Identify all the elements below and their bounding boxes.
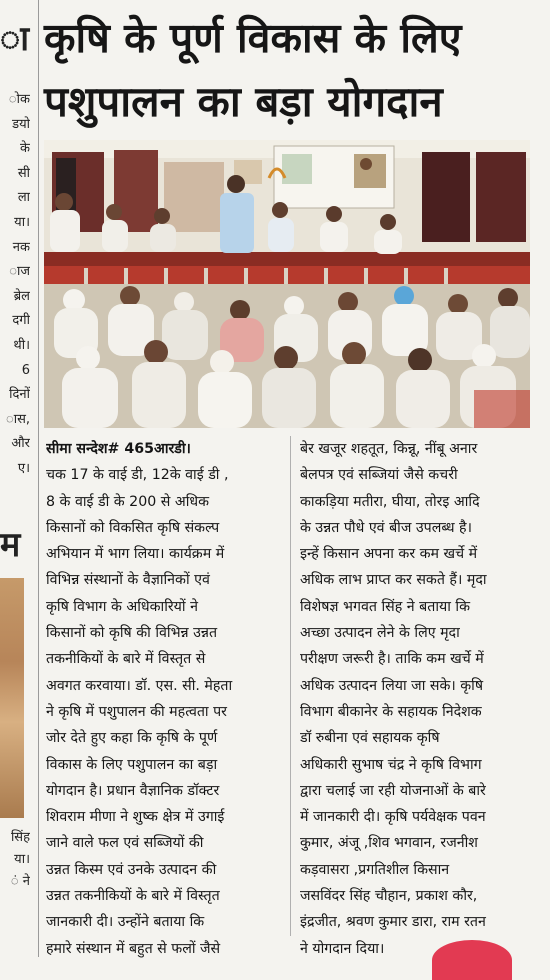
adjacent-text-fragment: ला xyxy=(17,190,30,206)
article-line: किसानों को विकसित कृषि संकल्प xyxy=(46,519,220,536)
article-line: चक 17 के वाई डी, 12के वाई डी , xyxy=(46,467,229,484)
red-graphic-corner xyxy=(432,940,512,980)
article-column-2-lines xyxy=(300,436,540,962)
article-line: डॉ रुबीना एवं सहायक कृषि xyxy=(300,730,440,747)
article-line: उन्नत किस्म एवं उनके उत्पादन की xyxy=(46,861,217,878)
article-line: के उन्नत पौधे एवं बीज उपलब्ध है। xyxy=(300,519,472,536)
article-line: बेर खजूर शहतूत, किन्नू, नींबू अनार xyxy=(300,441,478,457)
article-line: उन्नत तकनीकियों के बारे में विस्तृत xyxy=(46,888,220,905)
article-line: इन्हें किसान अपना कर कम खर्चे में xyxy=(300,546,478,563)
article-line: अधिक उत्पादन लिया जा सके। कृषि xyxy=(300,677,484,694)
column-divider xyxy=(38,0,39,957)
article-line: विकास के लिए पशुपालन का बड़ा xyxy=(46,756,218,773)
adjacent-text-fragment: ं ने xyxy=(10,874,30,889)
adjacent-text-fragment: ास, xyxy=(5,411,30,427)
headline-line-1: कृषि के पूर्ण विकास के लिए xyxy=(44,14,462,62)
column-rule xyxy=(290,436,291,936)
adjacent-photo xyxy=(0,578,24,818)
adjacent-text-fragment: डयो xyxy=(12,116,30,132)
adjacent-text-fragment: सी xyxy=(17,165,30,181)
article-line: द्वारा चलाई जा रही योजनाओं के बारे xyxy=(300,782,486,799)
article-line: हमारे संस्थान में बहुत से फलों जैसे xyxy=(46,940,221,957)
article-line: इंद्रजीत, श्रवण कुमार डारा, राम रतन xyxy=(300,914,486,931)
article-line: अधिक लाभ प्राप्त कर सकते हैं। मृदा xyxy=(300,572,487,589)
article-line: विशेषज्ञ भगवत सिंह ने बताया कि xyxy=(300,598,471,615)
article-line: बेलपत्र एवं सब्जियां जैसे कचरी xyxy=(300,467,458,484)
article-line: विभाग बीकानेर के सहायक निदेशक xyxy=(300,703,482,720)
adjacent-heading-fragment: ा xyxy=(0,19,29,59)
adjacent-text-fragment: दिनों xyxy=(9,387,30,403)
adjacent-article-strip xyxy=(0,0,36,957)
adjacent-text-fragment: या। xyxy=(14,852,30,867)
headline-line-2: पशुपालन का बड़ा योगदान xyxy=(44,77,443,126)
adjacent-text-fragment: 6 xyxy=(21,362,30,378)
article-line: जोर देते हुए कहा कि कृषि के पूर्ण xyxy=(46,730,218,747)
article-line: योगदान है। प्रधान वैज्ञानिक डॉक्टर xyxy=(46,782,220,799)
adjacent-text-fragment: या। xyxy=(14,215,30,230)
adjacent-text-fragment: ोक xyxy=(8,92,30,107)
adjacent-text-fragment: ाज xyxy=(9,264,30,280)
article-line: में जानकारी दी। कृषि पर्यवेक्षक पवन xyxy=(300,809,486,826)
article-line: किसानों को कृषि की विभिन्न उन्नत xyxy=(46,625,218,642)
article-line: काकड़िया मतीरा, घीया, तोरइ आदि xyxy=(300,493,480,510)
article-line: ने योगदान दिया। xyxy=(300,940,385,957)
article-line: ने कृषि में पशुपालन की महत्वता पर xyxy=(46,703,227,720)
article-line: कड़वासरा ,प्रगतिशील किसान xyxy=(300,861,450,878)
article-line: शिवराम मीणा ने शुष्क क्षेत्र में उगाई xyxy=(46,809,225,826)
article-line: अच्छा उत्पादन लेने के लिए मृदा xyxy=(300,625,460,642)
article-line: 8 के वाई डी के 200 से अधिक xyxy=(46,493,209,510)
article-line: जसविंदर सिंह चौहान, प्रकाश कौर, xyxy=(300,888,478,905)
adjacent-text-fragment: ब्रेल xyxy=(13,288,30,304)
article-dateline: सीमा सन्देश# 465आरडी। xyxy=(46,441,191,457)
adjacent-text-fragment: और xyxy=(11,436,30,452)
adjacent-text-fragment: के xyxy=(20,141,30,157)
article-line: तकनीकियों के बारे में विस्तृत से xyxy=(46,651,206,668)
article-column-2 xyxy=(300,436,540,962)
adjacent-text-fragment: ए। xyxy=(17,461,30,476)
adjacent-text-fragment: सिंह xyxy=(10,830,30,845)
adjacent-text-fragment: थी। xyxy=(13,338,30,353)
article-line: कृषि विभाग के अधिकारियों ने xyxy=(46,598,198,615)
article-line: परीक्षण जरूरी है। ताकि कम खर्चे में xyxy=(300,651,484,668)
news-photo xyxy=(44,140,530,428)
article-column-1-lines xyxy=(46,462,282,962)
article-line: अधिकारी सुभाष चंद्र ने कृषि विभाग xyxy=(300,756,482,773)
article-line: विभिन्न संस्थानों के वैज्ञानिकों एवं xyxy=(46,572,210,589)
article-line: जाने वाले फल एवं सब्जियों की xyxy=(46,835,204,852)
headline xyxy=(44,6,550,134)
article-line: अवगत करवाया। डॉ. एस. सी. मेहता xyxy=(46,677,233,694)
article-line: कुमार, अंजू ,शिव भगवान, रजनीश xyxy=(300,835,478,852)
adjacent-heading-fragment: म xyxy=(0,525,20,565)
article-line: जानकारी दी। उन्होंने बताया कि xyxy=(46,914,205,931)
adjacent-text-fragment: नक xyxy=(12,239,30,255)
article-line: अभियान में भाग लिया। कार्यक्रम में xyxy=(46,546,225,563)
adjacent-text-fragment: दगी xyxy=(12,313,30,329)
article-column-1 xyxy=(46,436,282,962)
meeting-photo-illustration xyxy=(44,140,530,428)
